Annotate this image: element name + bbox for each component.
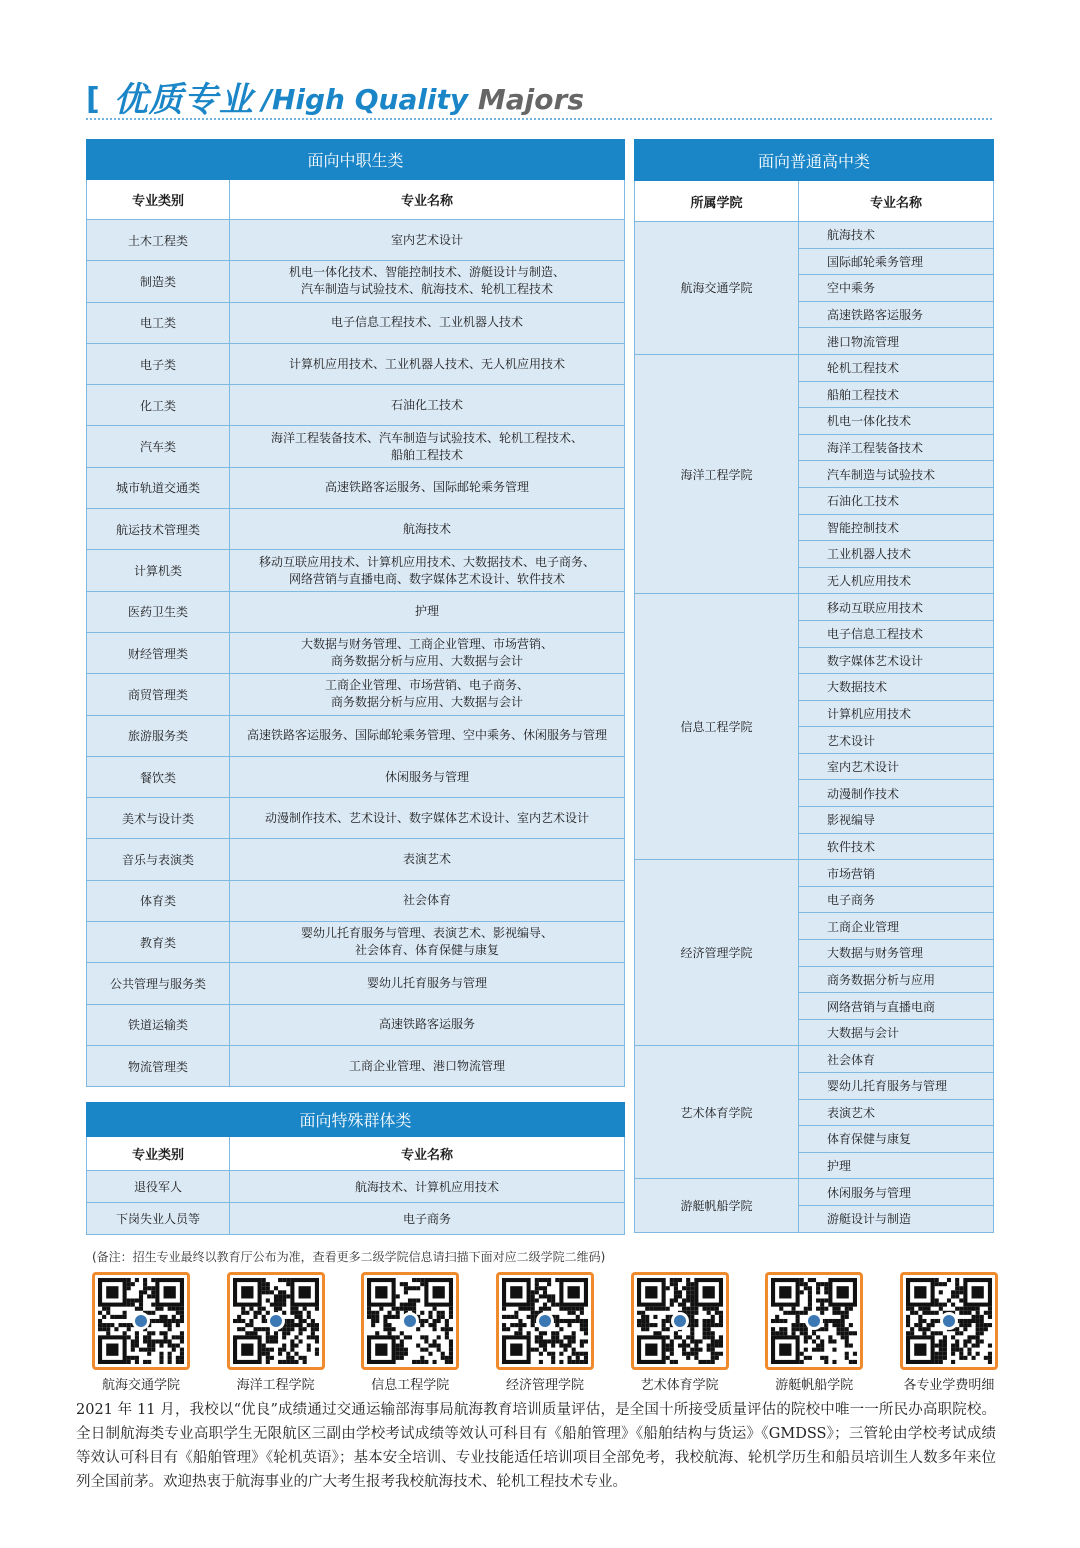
table-row bbox=[87, 756, 625, 797]
majors-line: 社会体育、体育保健与康复 bbox=[355, 943, 500, 958]
table-row bbox=[87, 261, 625, 302]
major-cell: 无人机应用技术 bbox=[799, 567, 994, 594]
majors-line: 计算机应用技术、工业机器人技术、无人机应用技术 bbox=[289, 356, 566, 371]
intro-paragraph: 2021 年 11 月，我校以“优良”成绩通过交通运输部海事局航海教育培训质量评估，是全国十所接受质量评估的院校中唯一一所民办高职院校。全日制航海类专业高职学生无限航区三副由学校考试成绩等效认可科目有《船舶管理》《船舶结构与货运》《GMDSS》；三管轮由学校考试成绩等效认可科目有《船舶管理》《轮机英语》；基本安全培训、专业技能适任培训项目全部免考，我校航海、轮机学历生和船员培训生人数多年来位列全国前茅。欢迎热衷于航海事业的广大考生报考我校航海技术、轮机工程技术专业。 bbox=[76, 1402, 996, 1490]
table-row bbox=[87, 220, 625, 261]
college-cell: 海洋工程学院 bbox=[635, 354, 799, 593]
table-row bbox=[635, 1046, 994, 1073]
qr-code-icon[interactable] bbox=[496, 1272, 594, 1370]
major-cell: 海洋工程装备技术 bbox=[799, 434, 994, 461]
majors-cell bbox=[230, 509, 625, 550]
qr-code-label: 游艇帆船学院 bbox=[775, 1378, 854, 1393]
table-row bbox=[87, 467, 625, 508]
major-cell: 计算机应用技术 bbox=[799, 700, 994, 727]
qr-code-item[interactable] bbox=[753, 1272, 875, 1393]
major-cell: 空中乘务 bbox=[799, 275, 994, 302]
majors-line: 石油化工技术 bbox=[391, 397, 464, 412]
major-cell: 室内艺术设计 bbox=[799, 753, 994, 780]
table-row bbox=[635, 1179, 994, 1206]
major-cell: 工商企业管理 bbox=[799, 913, 994, 940]
qr-code-label: 海洋工程学院 bbox=[236, 1378, 315, 1393]
category-cell: 教育类 bbox=[87, 922, 230, 963]
table-row bbox=[87, 880, 625, 921]
qr-code-label: 信息工程学院 bbox=[371, 1378, 450, 1393]
majors-line: 移动互联应用技术、计算机应用技术、大数据技术、电子商务、 bbox=[259, 554, 596, 569]
table-row bbox=[87, 1203, 625, 1235]
qr-code-item[interactable] bbox=[484, 1272, 606, 1393]
major-cell: 婴幼儿托育服务与管理 bbox=[799, 1073, 994, 1100]
majors-line: 工商企业管理、港口物流管理 bbox=[349, 1058, 506, 1073]
college-cell: 航海交通学院 bbox=[635, 222, 799, 355]
majors-cell bbox=[230, 756, 625, 797]
majors-line: 表演艺术 bbox=[403, 852, 452, 867]
majors-line: 婴幼儿托育服务与管理 bbox=[367, 975, 488, 990]
vocational-table bbox=[86, 139, 625, 1087]
majors-line: 护理 bbox=[415, 604, 440, 619]
section-title-en bbox=[262, 78, 584, 122]
highschool-table bbox=[634, 139, 994, 1233]
majors-line: 大数据与财务管理、工商企业管理、市场营销、 bbox=[301, 637, 554, 652]
title-en-prefix: /High Quality bbox=[261, 83, 478, 116]
majors-line: 网络营销与直播电商、数字媒体艺术设计、软件技术 bbox=[289, 571, 566, 586]
category-cell: 物流管理类 bbox=[87, 1045, 230, 1086]
major-cell: 高速铁路客运服务 bbox=[799, 301, 994, 328]
major-cell: 体育保健与康复 bbox=[799, 1126, 994, 1153]
section-title-cn: 优质专业 bbox=[113, 80, 254, 120]
table-row bbox=[87, 509, 625, 550]
category-cell: 退役军人 bbox=[87, 1171, 230, 1203]
majors-cell bbox=[230, 632, 625, 673]
major-cell: 石油化工技术 bbox=[799, 487, 994, 514]
major-cell: 智能控制技术 bbox=[799, 514, 994, 541]
major-cell: 电子商务 bbox=[799, 886, 994, 913]
majors-cell bbox=[230, 880, 625, 921]
category-cell: 美术与设计类 bbox=[87, 798, 230, 839]
majors-line: 高速铁路客运服务、国际邮轮乘务管理 bbox=[325, 480, 530, 495]
table-row bbox=[87, 302, 625, 343]
enrollment-note: (备注：招生专业最终以教育厅公布为准，查看更多二级学院信息请扫描下面对应二级学院二维码) bbox=[92, 1250, 606, 1264]
majors-cell: 电子商务 bbox=[230, 1203, 625, 1235]
college-cell: 艺术体育学院 bbox=[635, 1046, 799, 1179]
major-cell: 护理 bbox=[799, 1152, 994, 1179]
majors-cell bbox=[230, 467, 625, 508]
majors-cell bbox=[230, 302, 625, 343]
vocational-col-majors: 专业名称 bbox=[230, 180, 625, 220]
table-row bbox=[87, 426, 625, 467]
table-row bbox=[87, 385, 625, 426]
major-cell: 港口物流管理 bbox=[799, 328, 994, 355]
special-col-category: 专业类别 bbox=[87, 1137, 230, 1171]
special-caption: 面向特殊群体类 bbox=[87, 1103, 625, 1137]
major-cell: 市场营销 bbox=[799, 860, 994, 887]
major-cell: 大数据与财务管理 bbox=[799, 940, 994, 967]
majors-cell bbox=[230, 922, 625, 963]
table-row bbox=[87, 674, 625, 715]
majors-line: 婴幼儿托育服务与管理、表演艺术、影视编导、 bbox=[301, 926, 554, 941]
category-cell: 城市轨道交通类 bbox=[87, 467, 230, 508]
category-cell: 计算机类 bbox=[87, 550, 230, 591]
college-cell: 经济管理学院 bbox=[635, 860, 799, 1046]
majors-line: 动漫制作技术、艺术设计、数字媒体艺术设计、室内艺术设计 bbox=[265, 810, 590, 825]
table-row bbox=[87, 1045, 625, 1086]
majors-line: 商务数据分析与应用、大数据与会计 bbox=[331, 654, 524, 669]
majors-line: 船舶工程技术 bbox=[391, 447, 464, 462]
highschool-col-majors: 专业名称 bbox=[799, 181, 994, 222]
category-cell: 铁道运输类 bbox=[87, 1004, 230, 1045]
table-row bbox=[87, 550, 625, 591]
majors-cell bbox=[230, 343, 625, 384]
majors-cell bbox=[230, 591, 625, 632]
header-divider bbox=[86, 118, 992, 120]
table-row bbox=[635, 222, 994, 249]
table-row bbox=[635, 594, 994, 621]
category-cell: 医药卫生类 bbox=[87, 591, 230, 632]
category-cell: 旅游服务类 bbox=[87, 715, 230, 756]
category-cell: 公共管理与服务类 bbox=[87, 963, 230, 1004]
majors-line: 工商企业管理、市场营销、电子商务、 bbox=[325, 678, 530, 693]
majors-cell: 航海技术、计算机应用技术 bbox=[230, 1171, 625, 1203]
qr-code-item[interactable] bbox=[349, 1272, 471, 1393]
vocational-col-category: 专业类别 bbox=[87, 180, 230, 220]
majors-cell bbox=[230, 798, 625, 839]
qr-code-label: 各专业学费明细 bbox=[903, 1378, 995, 1393]
major-cell: 移动互联应用技术 bbox=[799, 594, 994, 621]
major-cell: 游艇设计与制造 bbox=[799, 1205, 994, 1232]
majors-line: 室内艺术设计 bbox=[391, 232, 464, 247]
category-cell: 电工类 bbox=[87, 302, 230, 343]
majors-cell bbox=[230, 1004, 625, 1045]
table-row bbox=[87, 632, 625, 673]
major-cell: 工业机器人技术 bbox=[799, 541, 994, 568]
major-cell: 表演艺术 bbox=[799, 1099, 994, 1126]
majors-cell bbox=[230, 674, 625, 715]
category-cell: 化工类 bbox=[87, 385, 230, 426]
category-cell: 航运技术管理类 bbox=[87, 509, 230, 550]
majors-cell bbox=[230, 220, 625, 261]
major-cell: 数字媒体艺术设计 bbox=[799, 647, 994, 674]
table-row bbox=[635, 354, 994, 381]
major-cell: 大数据技术 bbox=[799, 674, 994, 701]
majors-line: 航海技术 bbox=[403, 521, 452, 536]
majors-cell bbox=[230, 261, 625, 302]
table-row bbox=[87, 798, 625, 839]
college-cell: 游艇帆船学院 bbox=[635, 1179, 799, 1232]
majors-cell bbox=[230, 963, 625, 1004]
title-en-suffix: Majors bbox=[477, 83, 584, 116]
table-row bbox=[87, 591, 625, 632]
majors-cell bbox=[230, 426, 625, 467]
category-cell: 餐饮类 bbox=[87, 756, 230, 797]
category-cell: 电子类 bbox=[87, 343, 230, 384]
major-cell: 航海技术 bbox=[799, 222, 994, 249]
table-row bbox=[635, 860, 994, 887]
category-cell: 财经管理类 bbox=[87, 632, 230, 673]
table-row bbox=[87, 839, 625, 880]
major-cell: 休闲服务与管理 bbox=[799, 1179, 994, 1206]
major-cell: 社会体育 bbox=[799, 1046, 994, 1073]
table-row bbox=[87, 1171, 625, 1203]
table-row bbox=[87, 1004, 625, 1045]
qr-code-item[interactable] bbox=[80, 1272, 202, 1393]
category-cell: 音乐与表演类 bbox=[87, 839, 230, 880]
major-cell: 轮机工程技术 bbox=[799, 354, 994, 381]
major-cell: 国际邮轮乘务管理 bbox=[799, 248, 994, 275]
table-row bbox=[87, 715, 625, 756]
majors-line: 休闲服务与管理 bbox=[385, 769, 470, 784]
qr-code-label: 艺术体育学院 bbox=[640, 1378, 719, 1393]
vocational-caption: 面向中职生类 bbox=[87, 140, 625, 180]
qr-code-item[interactable] bbox=[619, 1272, 741, 1393]
majors-cell bbox=[230, 715, 625, 756]
special-col-majors: 专业名称 bbox=[230, 1137, 625, 1171]
major-cell: 汽车制造与试验技术 bbox=[799, 461, 994, 488]
major-cell: 机电一体化技术 bbox=[799, 408, 994, 435]
section-header bbox=[86, 70, 584, 122]
qr-code-icon[interactable] bbox=[361, 1272, 459, 1370]
major-cell: 软件技术 bbox=[799, 833, 994, 860]
majors-line: 机电一体化技术、智能控制技术、游艇设计与制造、 bbox=[289, 265, 566, 280]
table-row bbox=[87, 922, 625, 963]
qr-code-row bbox=[80, 1272, 1010, 1393]
majors-line: 海洋工程装备技术、汽车制造与试验技术、轮机工程技术、 bbox=[271, 430, 584, 445]
majors-line: 高速铁路客运服务、国际邮轮乘务管理、空中乘务、休闲服务与管理 bbox=[247, 728, 608, 743]
special-group-table bbox=[86, 1102, 625, 1235]
highschool-col-college: 所属学院 bbox=[635, 181, 799, 222]
majors-cell bbox=[230, 1045, 625, 1086]
header-bracket: [ bbox=[86, 82, 100, 117]
qr-code-label: 经济管理学院 bbox=[505, 1378, 584, 1393]
majors-line: 汽车制造与试验技术、航海技术、轮机工程技术 bbox=[301, 282, 554, 297]
college-cell: 信息工程学院 bbox=[635, 594, 799, 860]
qr-code-item[interactable] bbox=[215, 1272, 337, 1393]
category-cell: 体育类 bbox=[87, 880, 230, 921]
highschool-caption: 面向普通高中类 bbox=[635, 140, 994, 181]
category-cell: 土木工程类 bbox=[87, 220, 230, 261]
table-row bbox=[87, 343, 625, 384]
category-cell: 商贸管理类 bbox=[87, 674, 230, 715]
qr-code-label: 航海交通学院 bbox=[101, 1378, 180, 1393]
majors-line: 电子信息工程技术、工业机器人技术 bbox=[331, 315, 524, 330]
major-cell: 动漫制作技术 bbox=[799, 780, 994, 807]
table-row bbox=[87, 963, 625, 1004]
majors-cell bbox=[230, 550, 625, 591]
category-cell: 汽车类 bbox=[87, 426, 230, 467]
major-cell: 商务数据分析与应用 bbox=[799, 966, 994, 993]
qr-code-icon[interactable] bbox=[227, 1272, 325, 1370]
majors-line: 高速铁路客运服务 bbox=[379, 1017, 476, 1032]
majors-line: 社会体育 bbox=[403, 893, 452, 908]
qr-code-icon[interactable] bbox=[900, 1272, 998, 1370]
majors-line: 商务数据分析与应用、大数据与会计 bbox=[331, 695, 524, 710]
majors-cell bbox=[230, 839, 625, 880]
major-cell: 影视编导 bbox=[799, 807, 994, 834]
qr-code-icon[interactable] bbox=[92, 1272, 190, 1370]
qr-code-icon[interactable] bbox=[765, 1272, 863, 1370]
category-cell: 下岗失业人员等 bbox=[87, 1203, 230, 1235]
majors-cell bbox=[230, 385, 625, 426]
major-cell: 电子信息工程技术 bbox=[799, 620, 994, 647]
major-cell: 大数据与会计 bbox=[799, 1019, 994, 1046]
major-cell: 船舶工程技术 bbox=[799, 381, 994, 408]
qr-code-icon[interactable] bbox=[631, 1272, 729, 1370]
category-cell: 制造类 bbox=[87, 261, 230, 302]
qr-code-item[interactable] bbox=[888, 1272, 1010, 1393]
major-cell: 艺术设计 bbox=[799, 727, 994, 754]
major-cell: 网络营销与直播电商 bbox=[799, 993, 994, 1020]
